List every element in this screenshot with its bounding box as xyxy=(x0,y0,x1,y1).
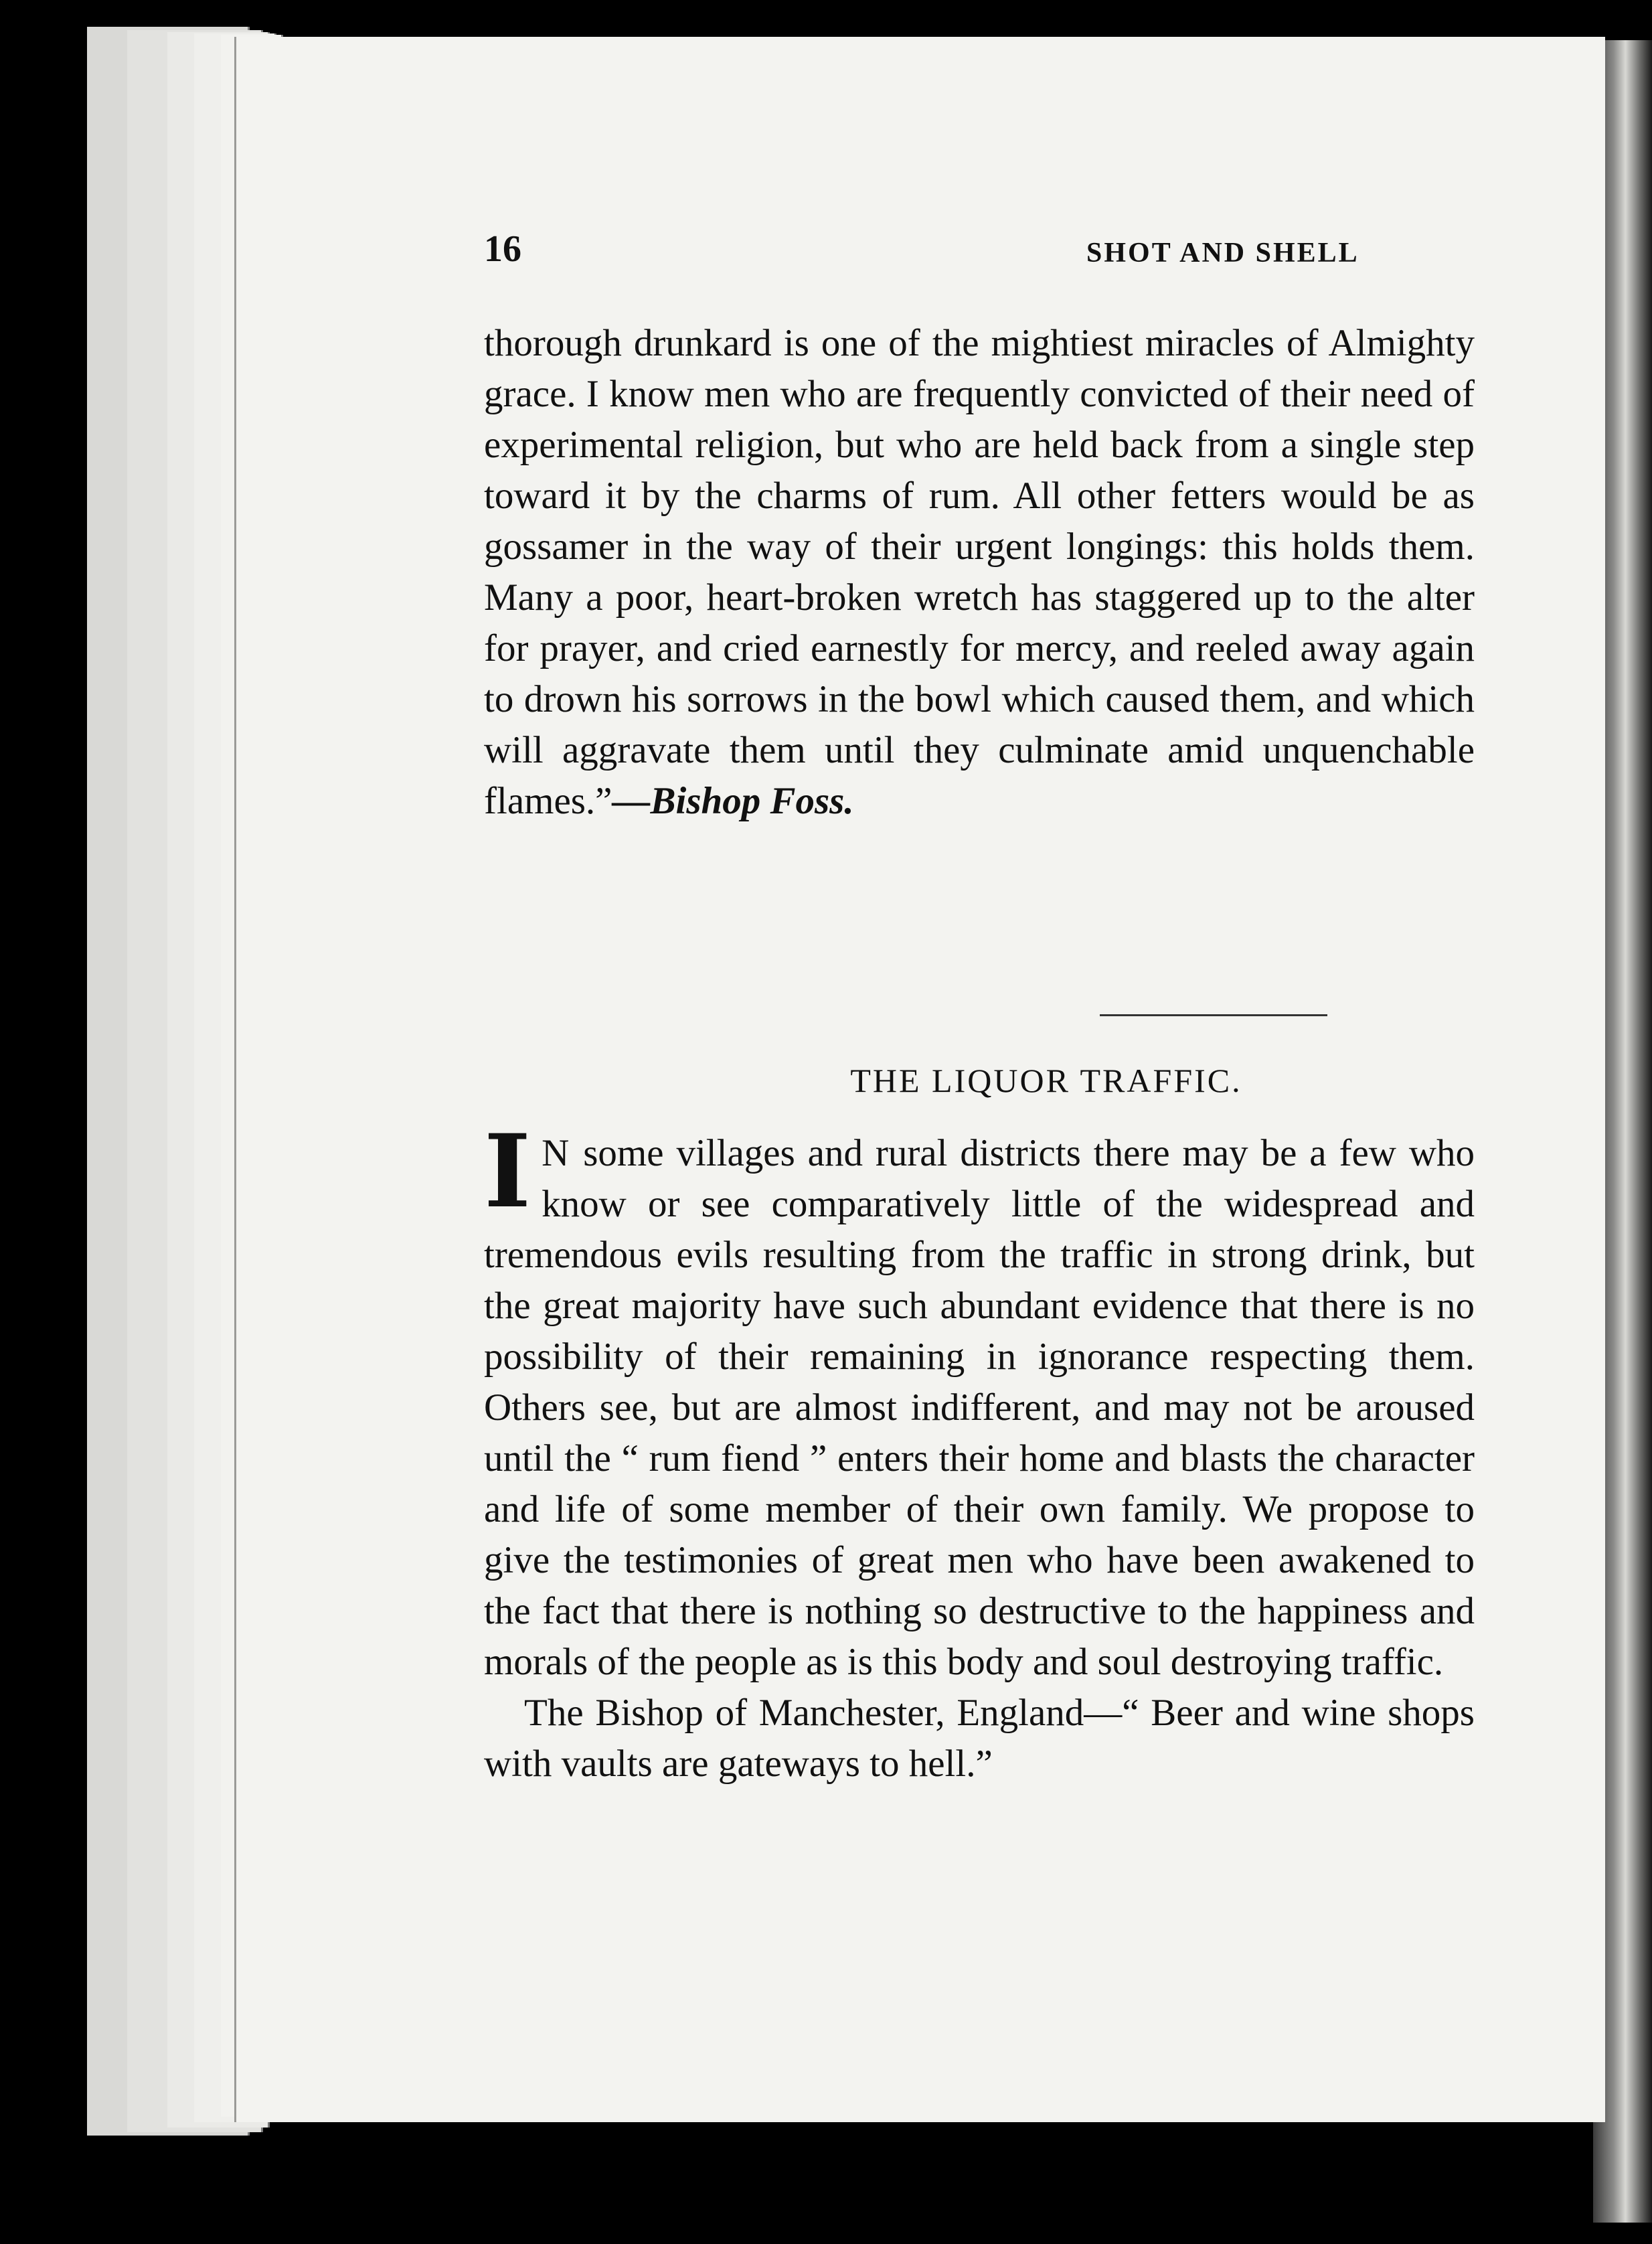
page-header xyxy=(484,228,1475,281)
section-title-text: THE LIQUOR TRAFFIC. xyxy=(850,1062,1242,1099)
first-word: N xyxy=(542,1132,571,1174)
paragraph-3: The Bishop of Manchester, England—“ Beer and wine shops with vaults are gateways to hell.” xyxy=(484,1692,1475,1785)
section-title xyxy=(484,1061,1475,1100)
paragraph-2-text xyxy=(484,1113,1475,1688)
page-number: 16 xyxy=(484,228,521,270)
paragraph-1-body: thorough drunkard is one of the mightiest miracles of Almighty grace. I know men who are frequently convicted of their need of experimental religion, but who are held back from a single step toward it by the charms of rum. All other fetters would be as gossamer in the way of their urgent longings: this holds them. Many a poor, heart-broken wretch has staggered up to the alter for prayer, and cried earnestly for mercy, and reeled away again to drown his sorrows in the bowl which caused them, and which will aggravate them until they culminate amid unquenchable flames.” xyxy=(484,322,1475,822)
section-divider xyxy=(1100,1014,1327,1016)
running-head: SHOT AND SHELL xyxy=(1086,238,1359,268)
paragraph-1 xyxy=(484,318,1475,827)
paragraph-2-body: some villages and rural districts there may be a few who know or see comparatively little of the widespread and tremendous evils resulting from the traffic in strong drink, but the great majority have such abundant evidence that there is no possibility of their remaining in ignorance respecting them. Others see, but are almost indifferent, and may not be aroused until the “ rum fiend ” enters their home and blasts the character and life of some member of their own family. We propose to give the testimonies of great men who have been awakened to the fact that there is nothing so destructive to the happiness and morals of the people as is this body and soul destroying traffic. xyxy=(484,1132,1475,1683)
drop-cap: I xyxy=(484,1113,531,1230)
attribution: —Bishop Foss. xyxy=(612,780,854,822)
paragraph-1-text xyxy=(484,318,1475,827)
paragraph-2 xyxy=(484,1113,1475,1789)
book-page xyxy=(234,37,1605,2122)
